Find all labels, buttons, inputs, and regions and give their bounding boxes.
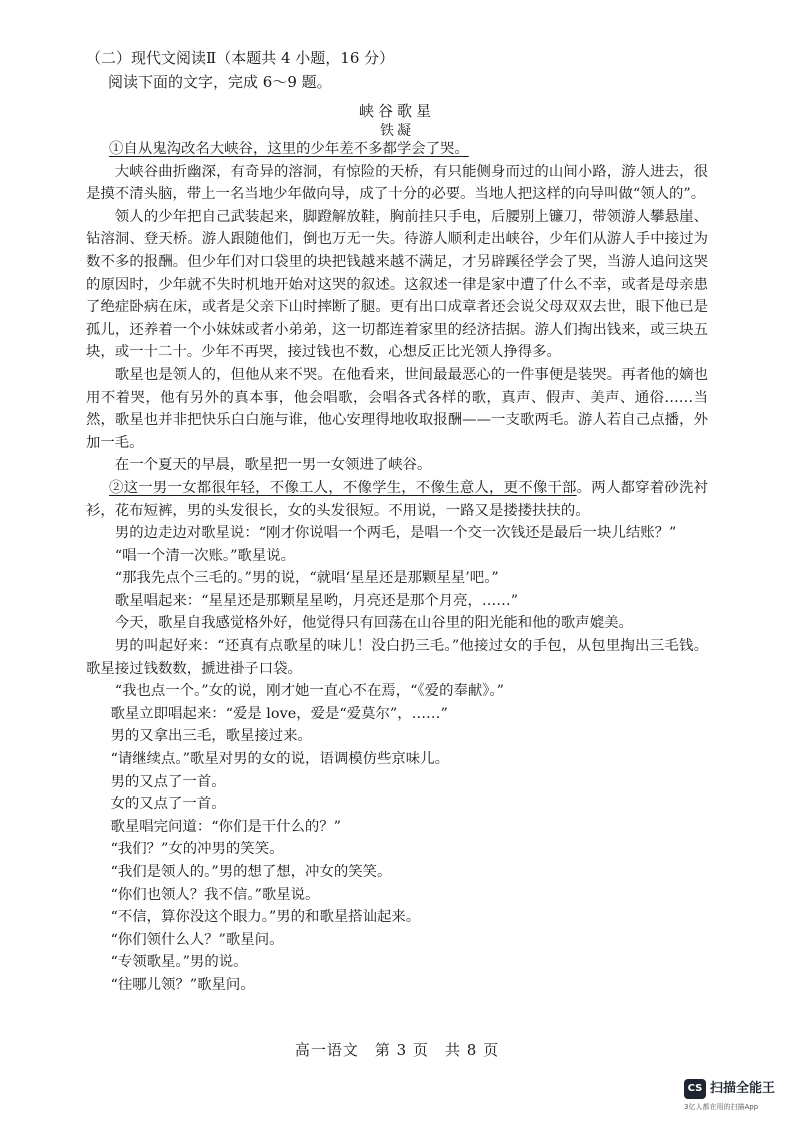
article-paragraph: “往哪儿领？”歌星问。 bbox=[110, 976, 255, 993]
article-paragraph bbox=[86, 477, 708, 522]
reading-instruction: 阅读下面的文字，完成 6～9 题。 bbox=[108, 73, 332, 91]
article-paragraph: “我们？”女的冲男的笑笑。 bbox=[110, 841, 284, 858]
article-paragraph: “专领歌星。”男的说。 bbox=[110, 954, 248, 971]
article-paragraph: “你们领什么人？”歌星问。 bbox=[110, 931, 284, 948]
article-paragraph: 男的又点了一首。 bbox=[110, 773, 226, 790]
camscanner-logo-icon: CS bbox=[684, 1079, 706, 1099]
article-paragraph: 男的边走边对歌星说：“刚才你说唱一个两毛，是唱一个交一次钱还是最后一块儿结账？” bbox=[114, 525, 677, 542]
article-paragraph: 领人的少年把自己武装起来，脚蹬解放鞋，胸前挂只手电，后腰别上镰刀，带领游人攀悬崖、钻溶洞、登天桥。游人跟随他们，倒也万无一失。待游人顺利走出峡谷，少年们从游人手中接过为数不多的报酬。但少年们对口袋里的块把钱越来越不满足，才另辟蹊径学会了哭，当游人追问这哭的原因时，少年就不失时机地开始对这哭的叙述。这叙述一律是家中遭了什么不幸，或者是母亲患了绝症卧病在床，或者是父亲下山时摔断了腿。更有出口成章者还会说父母双双去世，眼下他已是孤儿，还养着一个小妹妹或者小弟弟，这一切都连着家里的经济拮据。游人们掏出钱来，或三块五块，或一十二十。少年不再哭，接过钱也不数，心想反正比光领人挣得多。 bbox=[86, 208, 708, 361]
scanner-tagline: 3亿人都在用的扫描App bbox=[684, 1103, 759, 1111]
article-paragraph: “不信，算你没这个眼力。”男的和歌星搭讪起来。 bbox=[110, 909, 421, 926]
article-paragraph: 男的叫起好来：“还真有点歌星的味儿！没白扔三毛。”他接过女的手包，从包里掏出三毛钱。歌星接过钱数数，搋进褂子口袋。 bbox=[86, 638, 708, 677]
article-author: 铁凝 bbox=[380, 123, 414, 139]
paragraph-rest: 。两人都穿着砂洗衬衫，花布短裤，男的头发很长，女的头发很短。不用说，一路又是搂搂扶扶的。 bbox=[86, 479, 708, 519]
underlined-sentence: ②这一男一女都很年轻，不像工人，不像学生，不像生意人，更不像干部 bbox=[109, 479, 577, 496]
article-paragraph: “你们也领人？我不信。”歌星说。 bbox=[110, 886, 320, 903]
article-paragraph: “唱一个清一次账。”歌星说。 bbox=[114, 547, 295, 564]
article-title: 峡谷歌星 bbox=[358, 102, 435, 120]
article-paragraph: 大峡谷曲折幽深，有奇异的溶洞，有惊险的天桥，有只能侧身而过的山间小路，游人进去，很是摸不清头脑，带上一名当地少年做向导，成了十分的必要。当地人把这样的向导叫做“领人的”。 bbox=[86, 163, 708, 203]
article-paragraph: 歌星立即唱起来：“爱是 love，爱是“爱莫尔”，……” bbox=[110, 705, 448, 722]
article-paragraph: 今天，歌星自我感觉格外好，他觉得只有回荡在山谷里的阳光能和他的歌声媲美。 bbox=[114, 615, 633, 632]
article-body bbox=[86, 138, 708, 997]
article-paragraph: 女的又点了一首。 bbox=[110, 796, 226, 813]
article-paragraph: 歌星唱完问道：“你们是干什么的？” bbox=[110, 818, 342, 835]
underlined-sentence: ①自从鬼沟改名大峡谷，这里的少年差不多都学会了哭。 bbox=[109, 141, 469, 157]
article-paragraph: “我也点一个。”女的说，刚才她一直心不在焉，“《爱的奉献》。” bbox=[114, 683, 504, 700]
page-footer: 高一语文 第 3 页 共 8 页 bbox=[294, 1041, 500, 1059]
article-paragraph: 歌星唱起来：“星星还是那颗星星哟，月亮还是那个月亮，……” bbox=[114, 592, 519, 609]
article-paragraph: 歌星也是领人的，但他从来不哭。在他看来，世间最最恶心的一件事便是装哭。再者他的嫡也用不着哭，他有另外的真本事，他会唱歌，会唱各式各样的歌，真声、假声、美声、通俗……当然，歌星也并非把快乐白白施与谁，他心安理得地收取报酬——一支歌两毛。游人若自己点播，外加一毛。 bbox=[86, 366, 708, 451]
scanner-watermark bbox=[684, 1077, 788, 1117]
article-paragraph: “我们是领人的。”男的想了想，冲女的笑笑。 bbox=[110, 864, 392, 880]
article-paragraph: 在一个夏天的早晨，歌星把一男一女领进了峡谷。 bbox=[114, 457, 432, 474]
article-paragraph: 男的又拿出三毛，歌星接过来。 bbox=[110, 728, 312, 745]
article-paragraph: “那我先点个三毛的。”男的说，“就唱‘星星还是那颗星星’吧。” bbox=[114, 570, 499, 587]
section-header: （二）现代文阅读Ⅱ（本题共 4 小题，16 分） bbox=[86, 49, 395, 67]
article-paragraph bbox=[86, 138, 708, 161]
scanner-app-name: 扫描全能王 bbox=[710, 1081, 776, 1096]
article-paragraph: “请继续点。”歌星对男的女的说，语调模仿些京味儿。 bbox=[110, 751, 449, 768]
